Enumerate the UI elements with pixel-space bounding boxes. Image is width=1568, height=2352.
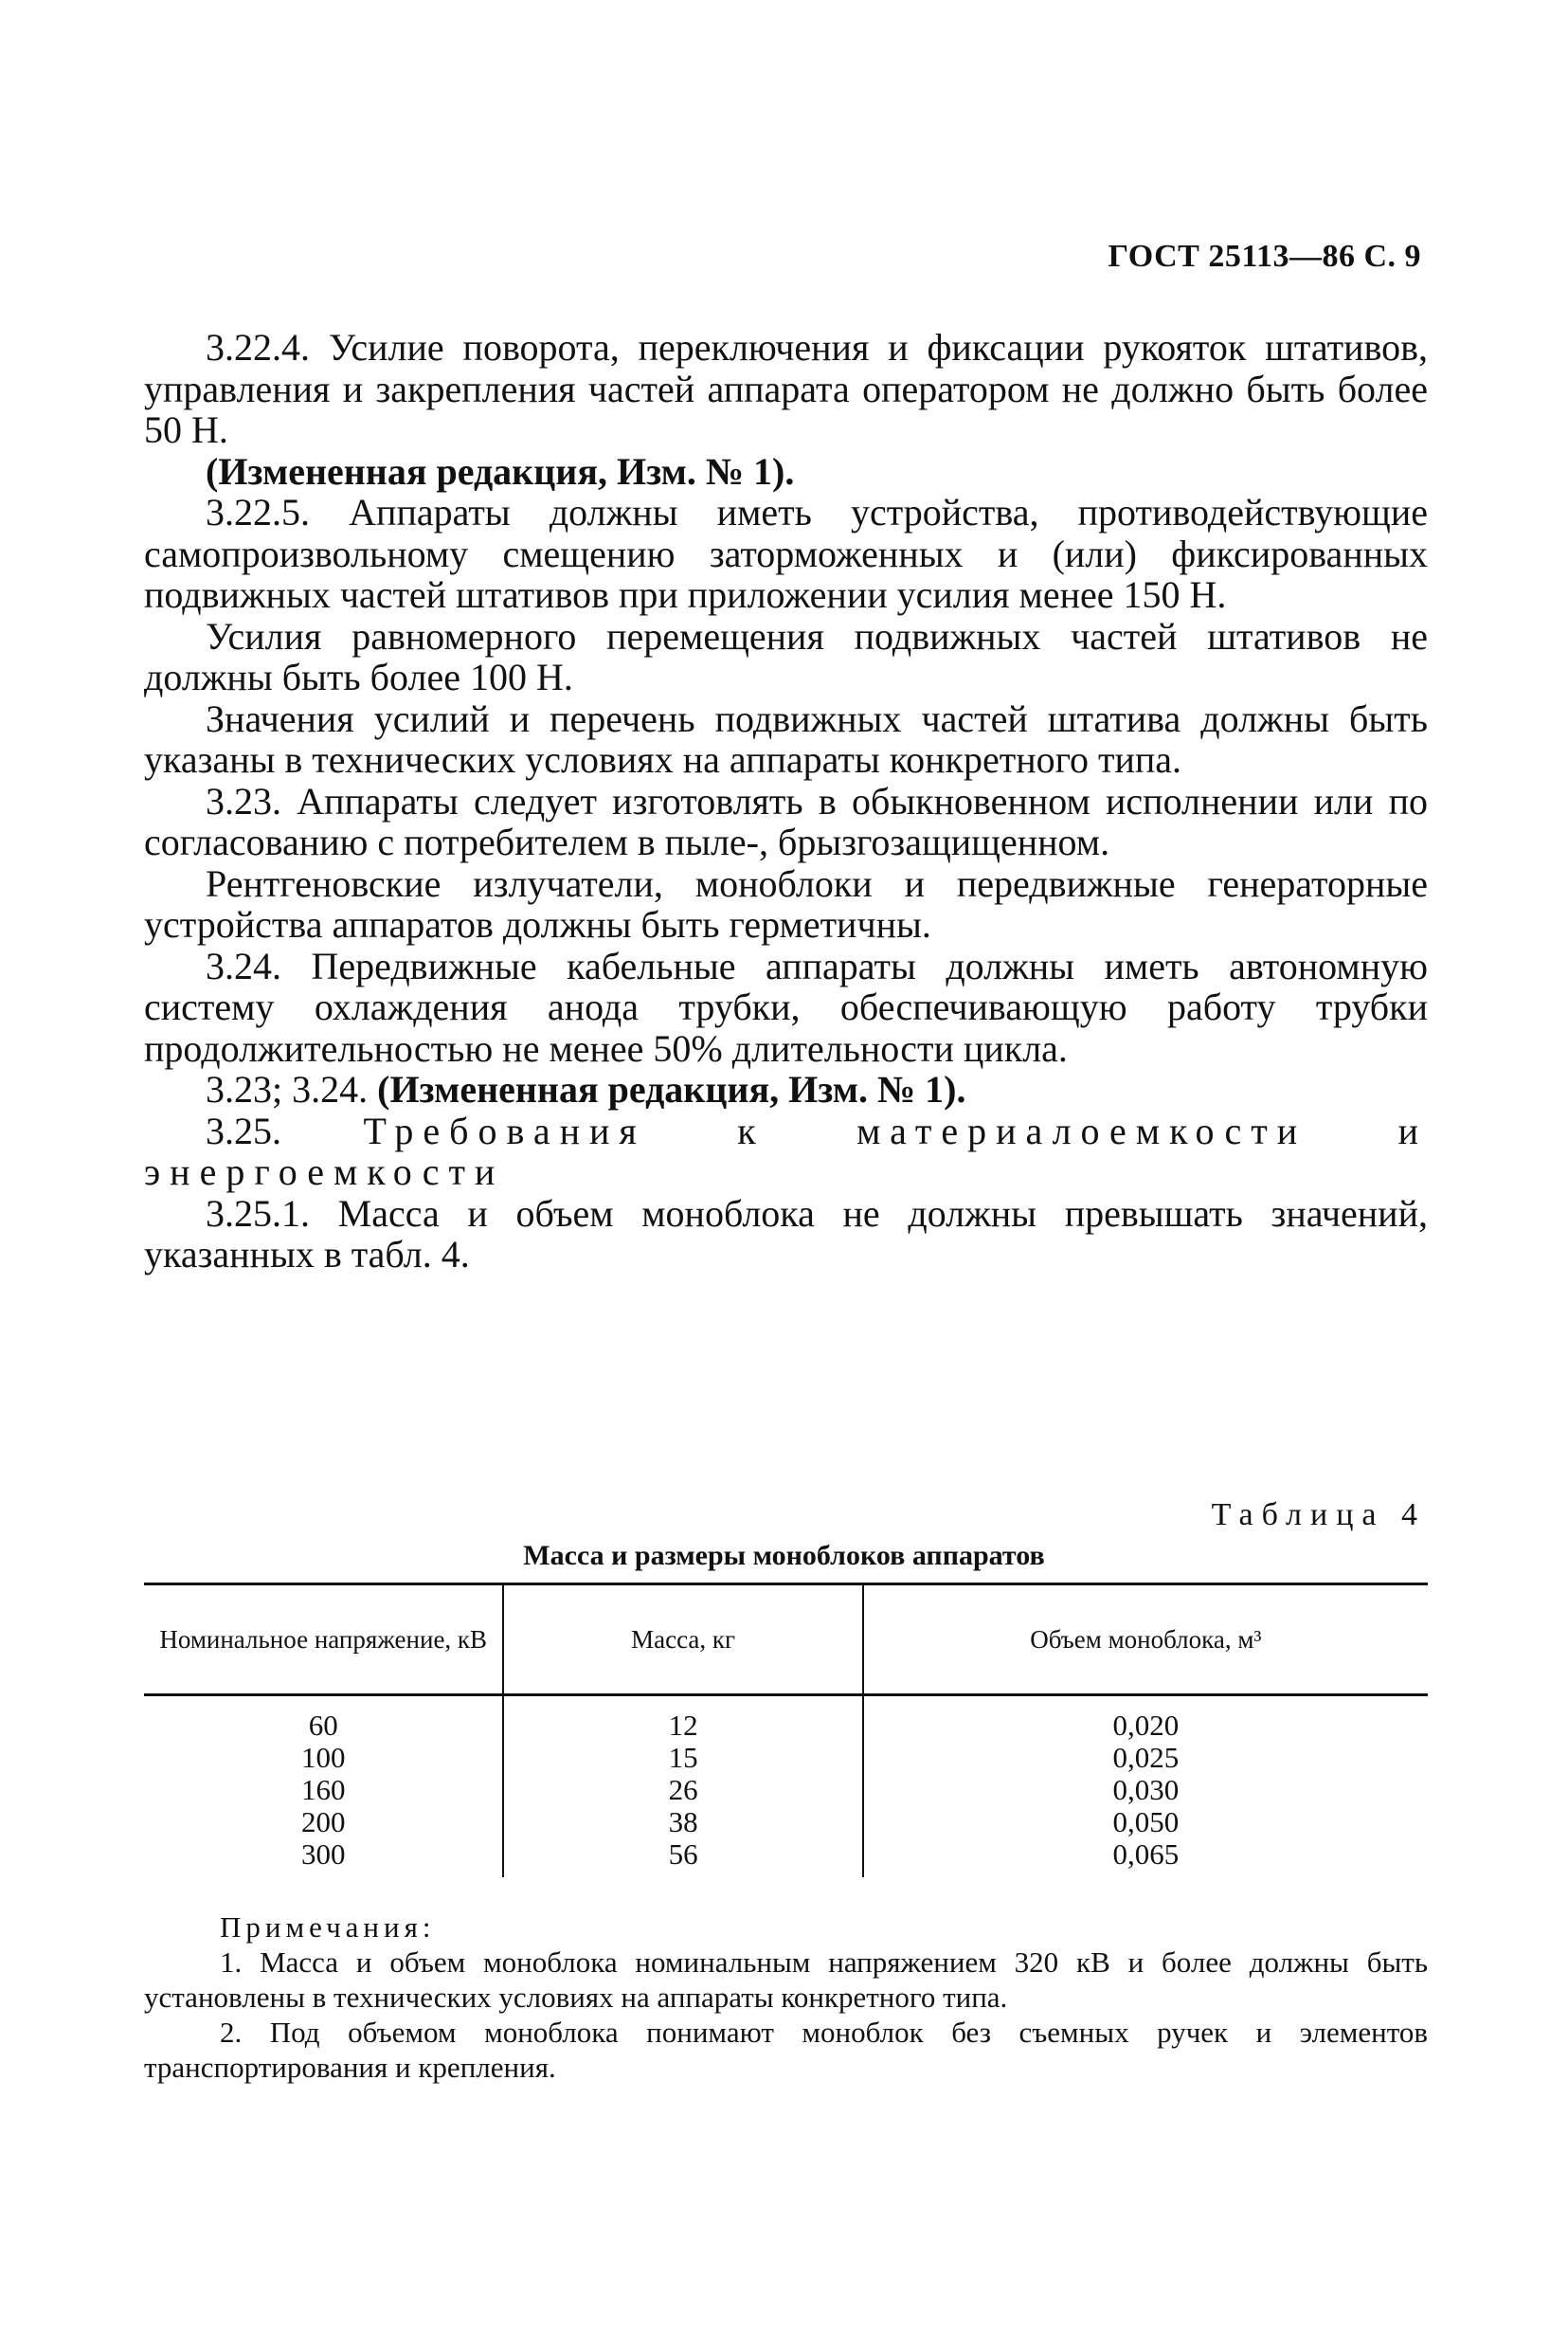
cell-mass: 12	[503, 1695, 862, 1743]
paragraph-3-22-5: 3.22.5. Аппараты должны иметь устройства, противодействующие самопроизвольному смещению заторможенных и (или) фиксированных подвижных частей штативов при приложении усилия менее 150 Н.	[144, 491, 1428, 616]
body-text	[144, 327, 1428, 1276]
table-title: Масса и размеры моноблоков аппаратов	[523, 1540, 1045, 1571]
paragraph-uniform-force: Усилия равномерного перемещения подвижных частей штативов не должны быть более 100 Н.	[144, 614, 1428, 698]
table-row	[144, 1774, 1428, 1806]
section-3-25-number: 3.25.	[206, 1109, 364, 1152]
section-3-25-title: Требования к материалоемкости и энергоемкости	[144, 1109, 1428, 1193]
notes	[144, 1909, 1428, 2085]
note-item-1: 1. Масса и объем моноблока номинальным напряжением 320 кВ и более должны быть установлены в технических условиях на аппараты конкретного типа.	[144, 1945, 1428, 2014]
amendment-bold: (Измененная редакция, Изм. № 1).	[377, 1068, 966, 1111]
cell-voltage: 100	[300, 1741, 346, 1774]
table-row	[144, 1742, 1428, 1774]
header-voltage: Номинальное напряжение, кВ	[144, 1584, 503, 1695]
paragraph-3-24: 3.24. Передвижные кабельные аппараты должны иметь автономную систему охлаждения анода трубки, обеспечивающую работу трубки продолжительностью не менее 50% длительности цикла.	[144, 944, 1428, 1070]
table-row	[144, 1695, 1428, 1743]
paragraph-3-25-1: 3.25.1. Масса и объем моноблока не должны превышать значений, указанных в табл. 4.	[144, 1191, 1428, 1276]
paragraph-3-23: 3.23. Аппараты следует изготовлять в обыкновенном исполнении или по согласованию с потребителем в пыле-, брызгозащищенном.	[144, 779, 1428, 863]
section-3-25	[144, 1111, 1428, 1193]
table-container	[144, 1583, 1428, 1877]
amendment-note-1: (Измененная редакция, Изм. № 1).	[206, 449, 795, 493]
table-caption: Таблица 4	[1211, 1497, 1426, 1532]
cell-volume: 0,065	[863, 1838, 1428, 1877]
cell-volume: 0,025	[863, 1742, 1428, 1774]
table-row	[144, 1838, 1428, 1877]
paragraph-3-22-4: 3.22.4. Усилие поворота, переключения и фиксации рукояток штативов, управления и закрепления частей аппарата оператором не должно быть более 50 Н.	[144, 326, 1428, 451]
cell-volume: 0,050	[863, 1806, 1428, 1838]
header-volume: Объем моноблока, м³	[863, 1584, 1428, 1695]
cell-voltage: 200	[300, 1805, 346, 1838]
notes-title: Примечания:	[220, 1910, 436, 1944]
cell-volume: 0,020	[863, 1695, 1428, 1743]
amendment-prefix: 3.23; 3.24.	[206, 1068, 378, 1111]
header-mass: Масса, кг	[503, 1584, 862, 1695]
data-table	[144, 1583, 1428, 1877]
table-row	[144, 1806, 1428, 1838]
cell-volume: 0,030	[863, 1774, 1428, 1806]
cell-mass: 38	[503, 1806, 862, 1838]
page-header: ГОСТ 25113—86 С. 9	[1108, 239, 1421, 274]
cell-voltage: 300	[300, 1837, 346, 1871]
paragraph-force-values: Значения усилий и перечень подвижных частей штатива должны быть указаны в технических условиях на аппараты конкретного типа.	[144, 697, 1428, 781]
cell-mass: 15	[503, 1742, 862, 1774]
cell-mass: 56	[503, 1838, 862, 1877]
amendment-note-2	[144, 1069, 1428, 1111]
paragraph-hermetic: Рентгеновские излучатели, моноблоки и передвижные генераторные устройства аппаратов должны быть герметичны.	[144, 861, 1428, 946]
cell-mass: 26	[503, 1774, 862, 1806]
cell-voltage: 160	[300, 1773, 346, 1806]
note-item-2: 2. Под объемом моноблока понимают моноблок без съемных ручек и элементов транспортирования и крепления.	[144, 2016, 1428, 2084]
cell-voltage: 60	[308, 1709, 338, 1742]
table-header-row	[144, 1584, 1428, 1695]
